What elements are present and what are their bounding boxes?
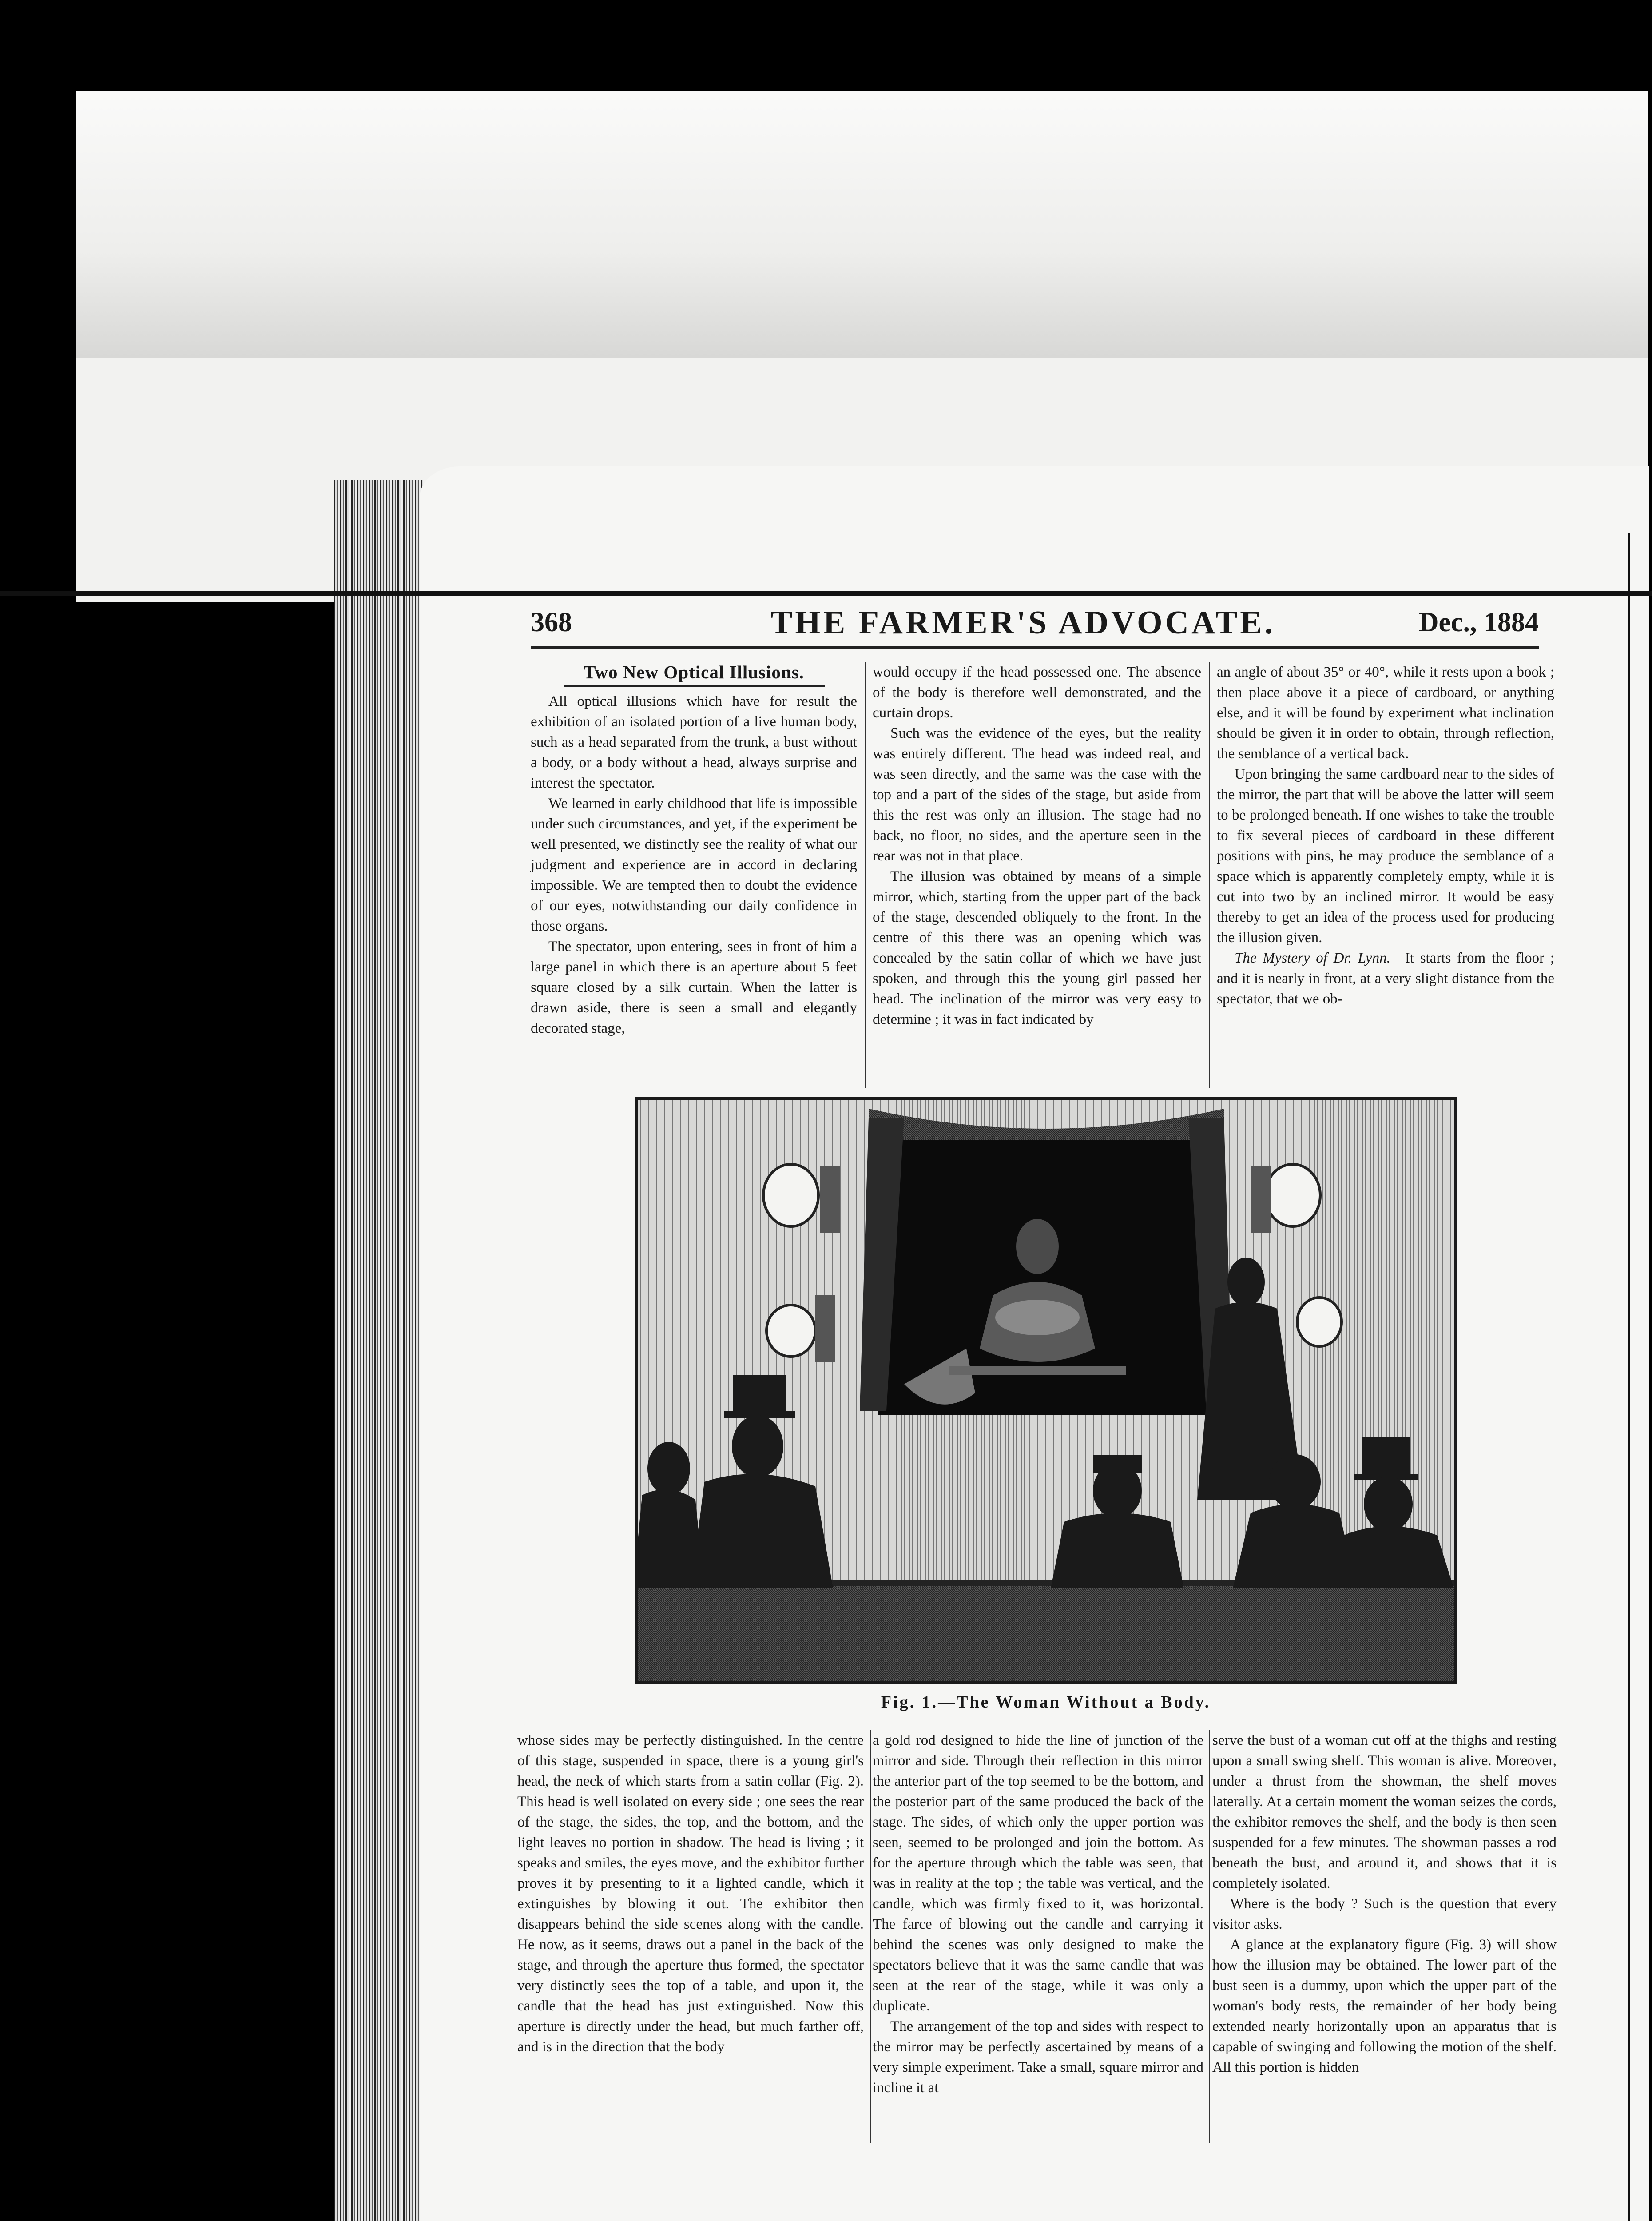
- article-heading: Two New Optical Illusions.: [584, 662, 804, 682]
- paragraph: an angle of about 35° or 40°, while it rests upon a book ; then place above it a piece of cardboard, or anything else, and it will be found by experiment what inclination should be given it in order to obtain, through reflection, the semblance of a vertical back.: [1217, 664, 1554, 762]
- heading-rule: [564, 685, 825, 687]
- newspaper-title: THE FARMER'S ADVOCATE.: [770, 605, 1276, 641]
- paragraph: Such was the evidence of the eyes, but the reality was entirely different. The head was indeed real, and was seen directly, and the same was the case with the top and a part of the sides of the stage, but aside from this the rest was only an illusion. The stage had no back, no floor, no sides, and the aperture seen in the rear was not in that place.: [873, 725, 1201, 864]
- paragraph: The illusion was obtained by means of a simple mirror, which, starting from the upper part of the back of the stage, descended obliquely to the front. In the centre of this there was an opening which was concealed by the satin collar of which we have just spoken, and through this the young girl passed her head. The inclination of the mirror was very easy to determine ; it was in fact indicated by: [873, 868, 1201, 1027]
- column-3-top: [1217, 662, 1554, 1009]
- paragraph: whose sides may be perfectly distinguished. In the centre of this stage, suspended in space, there is a young girl's head, the neck of which starts from a satin collar (Fig. 2). This head is well isolated on every side ; one sees the rear of the stage, the sides, the top, and the bottom, and the light leaves no portion in shadow. The head is living ; it speaks and smiles, the eyes move, and the exhibitor further proves it by presenting to it a lighted candle, which it extinguishes by blowing it out. The exhibitor then disappears behind the side scenes along with the candle. He now, as it seems, draws out a panel in the back of the stage, and through the aperture thus formed, the spectator very distinctly sees the top of a table, and upon it, the candle that the head has just extinguished. Now this aperture is directly under the head, but much farther off, and is in the direction that the body: [517, 1732, 864, 2055]
- column-1-bottom: [517, 1730, 864, 2057]
- figure-caption: Fig. 1.—The Woman Without a Body.: [881, 1693, 1211, 1712]
- masthead: [531, 604, 1539, 644]
- column-3-bottom: [1212, 1730, 1557, 2078]
- scan-shadow-line: [0, 591, 1652, 596]
- scanned-sheet-shading: [76, 91, 1648, 358]
- paragraph: would occupy if the head possessed one. The absence of the body is therefore well demonstrated, and the curtain drops.: [873, 664, 1201, 721]
- column-2-top: [873, 662, 1201, 1030]
- engraving-woman-without-body: [635, 1097, 1457, 1684]
- paragraph: All optical illusions which have for result the exhibition of an isolated portion of a live human body, such as a head separated from the trunk, a bust without a body, or a body without a head, always surprise and interest the spectator.: [531, 693, 857, 791]
- paragraph: [1217, 948, 1554, 1009]
- column-rule: [1209, 1730, 1210, 2143]
- paragraph: The spectator, upon entering, sees in front of him a large panel in which there is an aperture about 5 feet square closed by a silk curtain. When the latter is drawn aside, there is seen a small and elegantly decorated stage,: [531, 939, 857, 1036]
- paragraph: Upon bringing the same cardboard near to the sides of the mirror, the part that will be above the latter will seem to be prolonged beneath. If one wishes to take the trouble to fix several pieces of cardboard in these different positions with pins, he may produce the semblance of a space which is apparently completely empty, while it is cut into two by an inclined mirror. It would be easy thereby to get an idea of the process used for producing the illusion given.: [1217, 766, 1554, 946]
- column-rule: [1209, 662, 1210, 1088]
- paragraph: We learned in early childhood that life is impossible under such circumstances, and yet, if the experiment be well presented, we distinctly see the reality of what our judgment and experience are in accord in declaring impossible. We are tempted then to doubt the evidence of our eyes, notwithstanding our daily confidence in those organs.: [531, 796, 857, 934]
- paragraph: The arrangement of the top and sides with respect to the mirror may be perfectly ascertained by means of a very simple experiment. Take a small, square mirror and incline it at: [873, 2018, 1203, 2096]
- engraving-illustration: [638, 1100, 1454, 1681]
- column-1-top: [531, 662, 857, 1039]
- book-page-edges: [334, 480, 423, 2221]
- column-rule: [870, 1730, 871, 2143]
- mystery-text: —It starts from the floor ; and it is nearly in front, at a very slight distance from the spectator, that we ob-: [1217, 950, 1554, 1007]
- mystery-title: The Mystery of Dr. Lynn.: [1235, 950, 1390, 966]
- masthead-rule: [531, 646, 1539, 649]
- page-margin-line: [1628, 533, 1630, 2221]
- column-rule: [865, 662, 866, 1088]
- column-2-bottom: [873, 1730, 1203, 2098]
- paragraph: A glance at the explanatory figure (Fig. 3) will show how the illusion may be obtained. The lower part of the bust seen is a dummy, upon which the upper part of the woman's body rests, the remainder of her body being extended nearly horizontally upon an apparatus that is capable of swinging and following the motion of the shelf. All this portion is hidden: [1212, 1937, 1557, 2075]
- paragraph: serve the bust of a woman cut off at the thighs and resting upon a small swing shelf. This woman is alive. Moreover, under a thrust from the showman, the shelf moves laterally. At a certain moment the woman seizes the cords, the exhibitor removes the shelf, and the body is then seen suspended for a few minutes. The showman passes a rod beneath the bust, and around it, and shows that it is completely isolated.: [1212, 1732, 1557, 1891]
- paragraph: a gold rod designed to hide the line of junction of the mirror and side. Through their reflection in this mirror the anterior part of the top seemed to be the bottom, and the posterior part of the same produced the back of the stage. The sides, of which only the upper portion was seen, seemed to be prolonged and join the bottom. As for the aperture through which the table was seen, that was in reality at the top ; the table was vertical, and the candle, which was firmly fixed to it, was horizontal. The farce of blowing out the candle and carrying it behind the scenes was only designed to make the spectators believe that it was the same candle that was seen at the rear of the stage, while it was only a duplicate.: [873, 1732, 1203, 2014]
- issue-date: Dec., 1884: [1418, 607, 1539, 637]
- page-number: 368: [531, 607, 572, 637]
- paragraph: Where is the body ? Such is the question that every visitor asks.: [1212, 1896, 1557, 1932]
